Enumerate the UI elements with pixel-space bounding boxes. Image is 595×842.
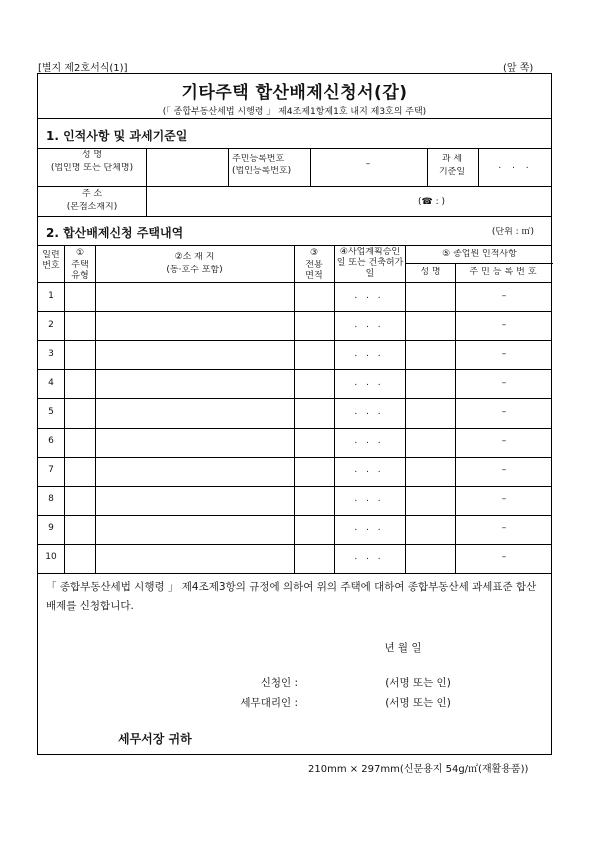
- applicant-sign[interactable]: (서명 또는 인): [385, 677, 451, 689]
- applicant-label: 신청인 :: [260, 677, 298, 689]
- address-label: 주 소: [81, 189, 103, 199]
- employee-id-field[interactable]: –: [501, 552, 507, 563]
- row-number: 2: [48, 319, 54, 330]
- declaration-text: 「 종합부동산세법 시행령 」 제4조제3항의 규정에 의하여 위의 주택에 대하여 종합부동산세 과세표준 합산배제를 신청합니다.: [46, 581, 537, 612]
- permit-date-field[interactable]: . . .: [354, 552, 384, 563]
- table-row[interactable]: [38, 398, 551, 427]
- col-employee: ⑤ 종업원 인적사항: [442, 249, 517, 259]
- name-label: 성 명: [81, 150, 103, 160]
- id-label: 주민등록번호: [232, 154, 285, 164]
- agent-label: 세무대리인 :: [240, 697, 298, 709]
- table-row[interactable]: [38, 428, 551, 457]
- table-row[interactable]: [38, 544, 551, 573]
- address-sublabel: (본점소재지): [66, 202, 118, 212]
- id-field[interactable]: –: [365, 159, 371, 169]
- row-number: 10: [45, 552, 57, 563]
- col-location: ②소 재 지: [174, 252, 215, 262]
- row-number: 6: [48, 436, 54, 447]
- page-side: (앞 쪽): [503, 63, 534, 74]
- table-row[interactable]: [38, 282, 551, 311]
- form-subtitle: (「 종합부동산세법 시행령 」 제4조제1항제1호 내지 제3호의 주택): [162, 107, 427, 117]
- tax-date-field[interactable]: . . .: [498, 161, 533, 171]
- table-row[interactable]: [38, 311, 551, 340]
- row-number: 4: [48, 377, 54, 388]
- divider: [38, 216, 551, 217]
- id-sublabel: (법인등록번호): [232, 166, 292, 176]
- section2-title: 2. 합산배제신청 주택내역: [46, 226, 184, 240]
- divider: [38, 148, 551, 149]
- tax-date-sublabel: 기준일: [438, 167, 466, 177]
- form-title: 기타주택 합산배제신청서(갑): [181, 83, 408, 103]
- table-row[interactable]: [38, 369, 551, 398]
- col-type: 주택유형: [71, 260, 89, 281]
- col-emp-name: 성 명: [420, 267, 441, 277]
- employee-id-field[interactable]: –: [501, 348, 507, 359]
- employee-id-field[interactable]: –: [501, 494, 507, 505]
- form-number: [별지 제2호서식(1)]: [38, 63, 128, 74]
- section1-title: 1. 인적사항 및 과세기준일: [46, 129, 188, 143]
- unit-label: (단위 : ㎡): [491, 227, 535, 237]
- address-field[interactable]: [147, 187, 417, 215]
- row-number: 7: [48, 465, 54, 476]
- employee-id-field[interactable]: –: [501, 290, 507, 301]
- row-number: 1: [48, 290, 54, 301]
- permit-date-field[interactable]: . . .: [354, 465, 384, 476]
- phone-field[interactable]: (☎ : ): [418, 197, 445, 207]
- divider: [38, 118, 551, 119]
- col-permit: ④사업계획승인일 또는 건축허가일: [336, 247, 404, 279]
- agent-sign[interactable]: (서명 또는 인): [385, 697, 451, 709]
- col-area: 전용면적: [305, 260, 323, 281]
- row-number: 9: [48, 523, 54, 534]
- permit-date-field[interactable]: . . .: [354, 494, 384, 505]
- col-area-num: ③: [309, 248, 319, 258]
- table-row[interactable]: [38, 457, 551, 486]
- employee-id-field[interactable]: –: [501, 319, 507, 330]
- permit-date-field[interactable]: . . .: [354, 348, 384, 359]
- employee-id-field[interactable]: –: [501, 436, 507, 447]
- permit-date-field[interactable]: . . .: [354, 406, 384, 417]
- divider: [405, 263, 553, 264]
- col-type-num: ①: [75, 248, 85, 258]
- addressee: 세무서장 귀하: [118, 732, 192, 746]
- employee-id-field[interactable]: –: [501, 465, 507, 476]
- permit-date-field[interactable]: . . .: [354, 290, 384, 301]
- permit-date-field[interactable]: . . .: [354, 436, 384, 447]
- row-number: 5: [48, 406, 54, 417]
- permit-date-field[interactable]: . . .: [354, 523, 384, 534]
- row-number: 8: [48, 494, 54, 505]
- permit-date-field[interactable]: . . .: [354, 319, 384, 330]
- row-number: 3: [48, 348, 54, 359]
- col-serial: 일련번호: [42, 250, 60, 271]
- col-location-sub: (동·호수 포함): [166, 265, 223, 275]
- col-emp-id: 주민등록번호: [469, 267, 540, 277]
- employee-id-field[interactable]: –: [501, 406, 507, 417]
- application-form: [37, 73, 552, 755]
- date-line[interactable]: 년 월 일: [384, 642, 422, 654]
- employee-id-field[interactable]: –: [501, 523, 507, 534]
- name-sublabel: (법인명 또는 단체명): [50, 163, 134, 173]
- table-row[interactable]: [38, 340, 551, 369]
- permit-date-field[interactable]: . . .: [354, 377, 384, 388]
- table-row[interactable]: [38, 515, 551, 544]
- paper-spec: 210mm × 297mm(신문용지 54g/㎡(재활용품)): [308, 764, 529, 775]
- table-row[interactable]: [38, 486, 551, 515]
- tax-date-label: 과 세: [441, 154, 463, 164]
- employee-id-field[interactable]: –: [501, 377, 507, 388]
- name-field[interactable]: [147, 149, 227, 185]
- divider: [38, 573, 551, 574]
